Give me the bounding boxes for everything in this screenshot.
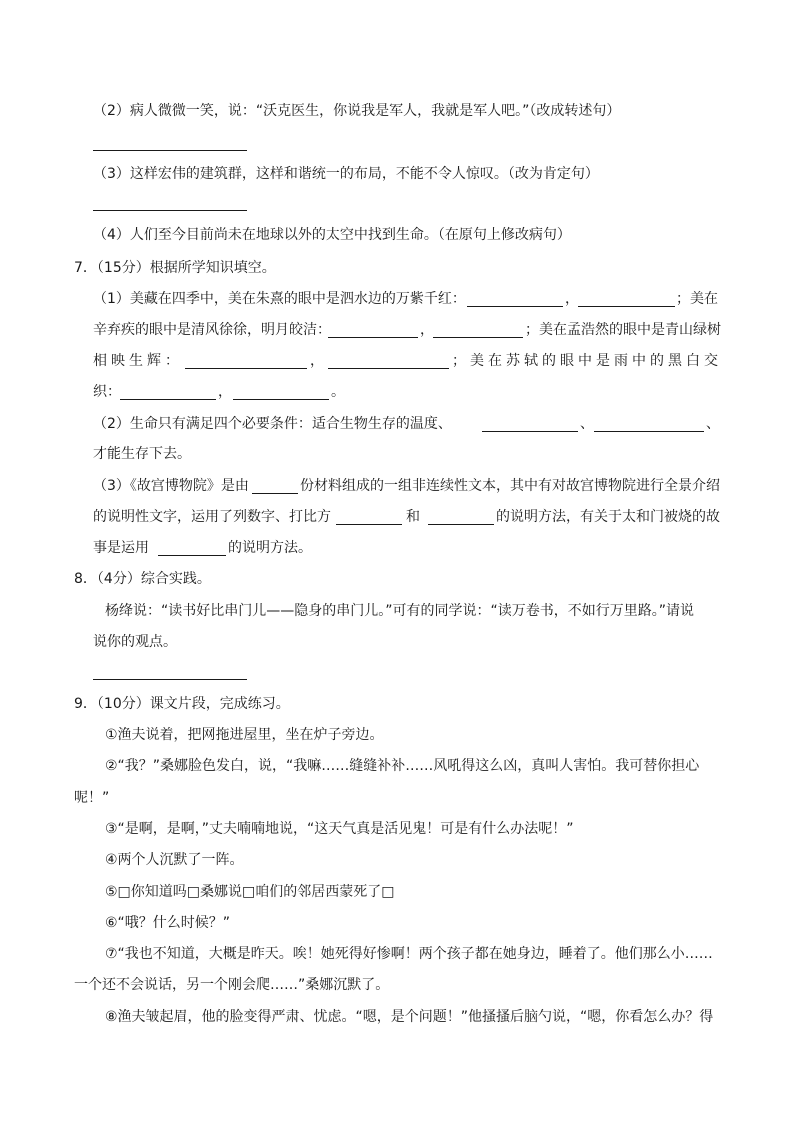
q8-prompt-line-1: 杨绛说：“读书好比串门儿——隐身的串门儿。”可有的同学说：“读万卷书，不如行万里路。”请说 [105,603,695,619]
q6-answer-blank-2[interactable] [93,150,247,151]
q7-heading: 7．（15分）根据所学知识填空。 [74,260,276,276]
q7-p3-text-a: （3）《故宫博物院》是由 [93,478,249,494]
q7-p1-comma-1: ， [565,291,579,307]
q9-paragraph-3: ③“是啊，是啊，”丈夫喃喃地说，“这天气真是活见鬼！可是有什么办法呢！” [105,821,574,837]
q7-p2-blank-1[interactable] [482,431,578,432]
q7-p1-comma-3: ， [310,353,324,369]
q7-p1-tail-b: 美在孟浩然的眼中是青山绿树 [539,322,721,338]
q7-p1-blank-4[interactable] [433,337,523,338]
q7-p2-text-a: （2）生命只有满足四个必要条件：适合生物生存的温度、 [93,416,452,432]
q6-sentence-2: （2）病人微微一笑，说：“沃克医生，你说我是军人，我就是军人吧。”（改成转述句） [93,103,621,119]
q7-p1-blank-1[interactable] [467,306,563,307]
q7-p1-blank-8[interactable] [233,399,329,400]
q7-p1-text-b: 辛弃疾的眼中是清风徐徐，明月皎洁： [93,322,331,338]
q9-paragraph-2b: 呢！” [74,790,110,806]
q9-paragraph-2a: ②“我？”桑娜脸色发白，说，“我嘛……缝缝补补……风吼得这么凶，真叫人害怕。我可替你担心 [105,758,700,774]
q7-p3-tail-b: 的说明方法，有关于太和门被烧的故 [496,509,720,525]
q9-paragraph-8a: ⑧渔夫皱起眉，他的脸变得严肃、忧虑。“嗯，是个问题！”他搔搔后脑勺说，“嗯，你看怎么办？得 [105,1009,714,1025]
q7-p3-tail-a: 份材料组成的一组非连续性文本，其中有对故宫博物院进行全景介绍 [300,478,720,494]
q6-sentence-3: （3）这样宏伟的建筑群，这样和谐统一的布局，不能不令人惊叹。（改为肯定句） [93,166,599,182]
q7-p1-semicolon-1: ； [676,291,690,307]
q7-p3-text-b: 的说明性文字，运用了列数字、打比方 [93,509,331,525]
q7-p1-blank-3[interactable] [328,337,418,338]
q8-answer-blank[interactable] [93,679,247,680]
q7-p3-and: 和 [406,509,420,525]
q7-p3-tail-c: 的说明方法。 [228,540,312,556]
q9-paragraph-1: ①渔夫说着，把网拖进屋里，坐在炉子旁边。 [105,727,384,743]
q7-p1-blank-2[interactable] [578,306,675,307]
q6-answer-blank-3[interactable] [93,210,247,211]
q7-p1-text-a: （1）美藏在四季中，美在朱熹的眼中是泗水边的万紫千红： [93,291,466,307]
q9-paragraph-6: ⑥“哦？什么时候？” [105,915,231,931]
q7-p3-text-c: 事是运用 [93,540,149,556]
q9-paragraph-7a: ⑦“我也不知道，大概是昨天。唉！她死得好惨啊！两个孩子都在她身边，睡着了。他们那么小…… [105,946,713,962]
q7-p2-dun-2: 、 [706,416,720,432]
q9-paragraph-5: ⑤□你知道吗□桑娜说□咱们的邻居西蒙死了□ [105,884,395,900]
q7-p1-blank-6[interactable] [328,368,449,369]
q7-p1-comma-2: ， [420,322,434,338]
q7-p1-comma-4: ， [218,384,232,400]
q7-p1-semicolon-2: ； [525,322,539,338]
q6-sentence-4: （4）人们至今目前尚未在地球以外的太空中找到生命。（在原句上修改病句） [93,227,571,243]
q7-p3-blank-4[interactable] [158,555,226,556]
q8-prompt-line-2: 说你的观点。 [93,634,177,650]
q7-p1-text-c: 相映生辉： [93,353,179,369]
q9-paragraph-4: ④两个人沉默了一阵。 [105,852,244,868]
q7-p1-blank-5[interactable] [185,368,307,369]
q7-p1-text-d: 织： [93,384,121,400]
q8-heading: 8．（4分）综合实践。 [74,571,211,587]
q7-p1-semicolon-3: ； [452,353,466,369]
q7-p2-blank-2[interactable] [594,431,704,432]
q7-p1-period: 。 [331,384,345,400]
q9-paragraph-7b: 一个还不会说话，另一个刚会爬……”桑娜沉默了。 [74,977,390,993]
q7-p2-text-b: 才能生存下去。 [93,446,191,462]
q7-p1-blank-7[interactable] [120,399,216,400]
q7-p1-tail-c: 美在苏轼的眼中是雨中的黑白交 [470,353,718,369]
q7-p2-dun-1: 、 [580,416,594,432]
q7-p3-blank-1[interactable] [252,493,298,494]
q7-p3-blank-2[interactable] [336,524,402,525]
q7-p3-blank-3[interactable] [428,524,494,525]
q9-heading: 9．（10分）课文片段，完成练习。 [74,696,290,712]
q7-p1-tail-a: 美在 [690,291,718,307]
